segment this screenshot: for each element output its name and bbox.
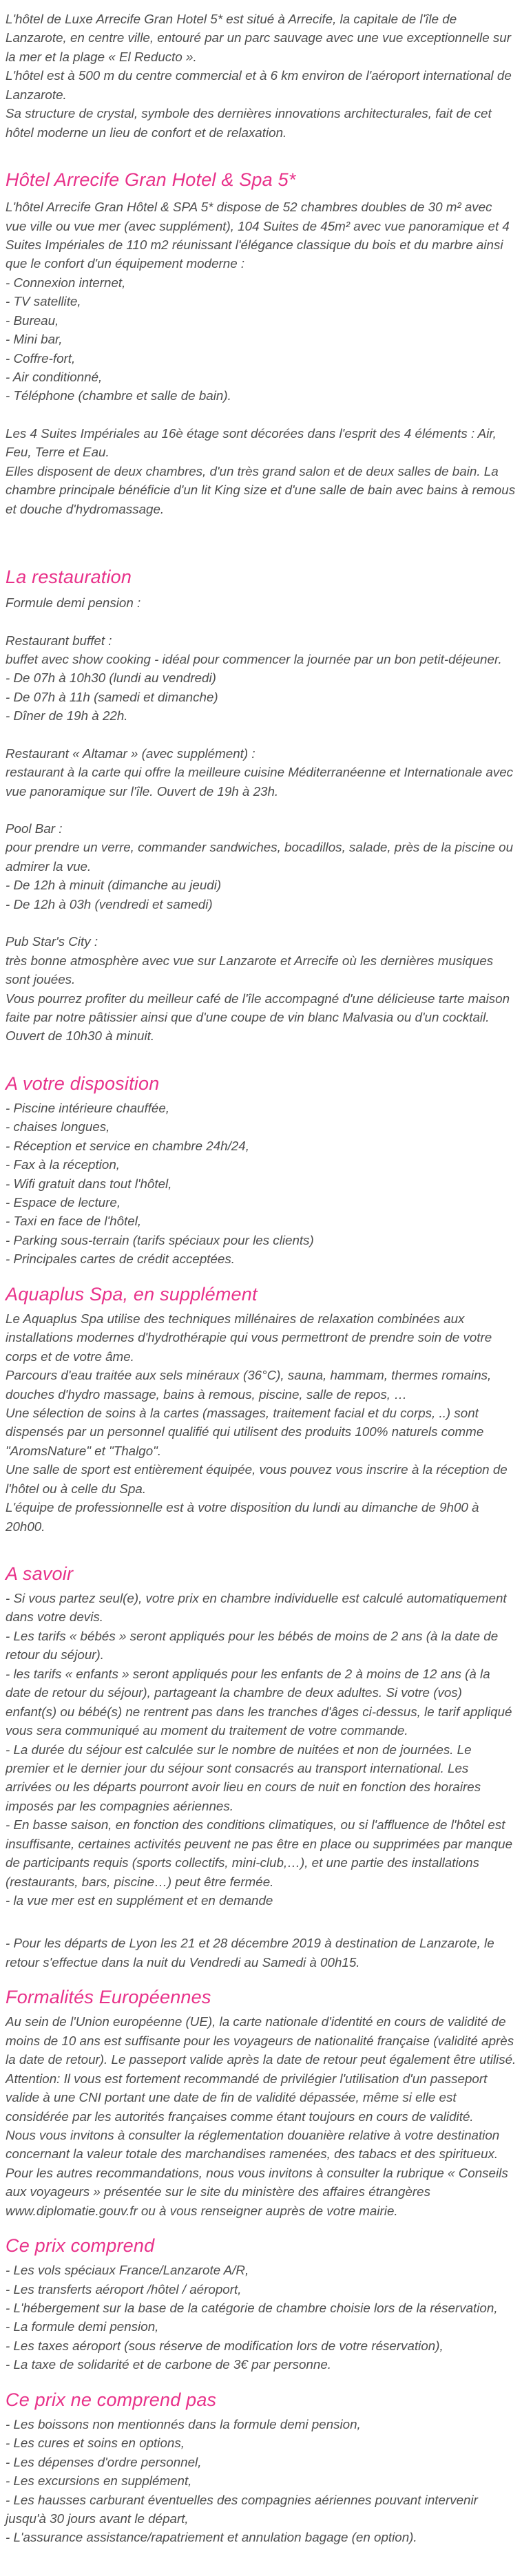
altamar-heading: Restaurant « Altamar » (avec supplément) :: [6, 746, 255, 761]
formalites-text: Nous vous invitons à consulter la réglementation douanière relative à votre destination concernant la valeur totale des marchandises ramenées, des tabacs et des spiritueux.: [6, 2127, 500, 2162]
restauration-section: [6, 593, 516, 1046]
pub-text: très bonne atmosphère avec vue sur Lanzarote et Arrecife où les dernières musiques sont jouées.: [6, 953, 494, 987]
comprend-section: [6, 2261, 516, 2374]
list-item: - TV satellite,: [6, 294, 81, 309]
list-item: - L'assurance assistance/rapatriement et annulation bagage (en option).: [6, 2530, 417, 2545]
list-item: - Wifi gratuit dans tout l'hôtel,: [6, 1176, 172, 1191]
list-item: - Les taxes aéroport (sous réserve de modification lors de votre réservation),: [6, 2338, 443, 2353]
savoir-section: [6, 1589, 516, 1972]
savoir-text: - les tarifs « enfants » seront appliqués pour les enfants de 2 à moins de 12 ans (à la date de retour du séjour), partageant la chambre de deux adultes. Si votre (vos) enfant(s) ou bébé(s) ne rentrent pas dans les tranches d'âges ci-dessus, le tarif appliqué vous sera communiqué au moment du traitement de votre commande.: [6, 1666, 512, 1738]
spa-text: Une sélection de soins à la cartes (massages, traitement facial et du corps, ..) sont dispensés par un personnel qualifié qui utilisent des produits 100% naturels comme "AromsNature" et "Thalgo".: [6, 1405, 484, 1458]
list-item: - Bureau,: [6, 313, 59, 328]
spa-text: Parcours d'eau traitée aux sels minéraux (36°C), sauna, hammam, thermes romains, douches d'hydro massage, bains à remous, piscine, salle de repos, …: [6, 1368, 492, 1402]
suites-text: Les 4 Suites Impériales au 16è étage sont décorées dans l'esprit des 4 éléments : Air, Feu, Terre et Eau.: [6, 425, 497, 460]
list-item: - Les hausses carburant éventuelles des compagnies aériennes pouvant intervenir jusqu'à 30 jours avant le départ,: [6, 2492, 478, 2526]
hotel-description: L'hôtel Arrecife Gran Hôtel & SPA 5* dispose de 52 chambres doubles de 30 m² avec vue ville ou vue mer (avec supplément), 104 Suites de 45m² avec vue panoramique et 4 Suites Impériales de 110 m2 réunissant l'élégance classique du bois et du marbre ainsi que le confort d'un équipement moderne :: [6, 200, 510, 271]
spa-text: Le Aquaplus Spa utilise des techniques millénaires de relaxation combinées aux installations modernes d'hydrothérapie qui vous permettront de prendre soin de votre corps et de votre âme.: [6, 1311, 492, 1364]
list-item: - Les vols spéciaux France/Lanzarote A/R,: [6, 2263, 249, 2278]
list-item: - Connexion internet,: [6, 275, 126, 290]
savoir-text: - Les tarifs « bébés » seront appliqués pour les bébés de moins de 2 ans (à la date de retour du séjour).: [6, 1628, 499, 1662]
list-item: - Taxi en face de l'hôtel,: [6, 1214, 142, 1229]
list-item: - De 12h à minuit (dimanche au jeudi): [6, 878, 222, 893]
list-item: - Piscine intérieure chauffée,: [6, 1100, 170, 1115]
list-item: - Fax à la réception,: [6, 1157, 120, 1172]
list-item: - Les excursions en supplément,: [6, 2473, 192, 2489]
buffet-text: buffet avec show cooking - idéal pour commencer la journée par un bon petit-déjeuner.: [6, 651, 502, 666]
list-item: - L'hébergement sur la base de la catégorie de chambre choisie lors de la réservation,: [6, 2301, 498, 2315]
list-item: - De 12h à 03h (vendredi et samedi): [6, 896, 213, 911]
list-item: - Les cures et soins en options,: [6, 2436, 185, 2451]
list-item: - Les transferts aéroport /hôtel / aéroport,: [6, 2281, 242, 2297]
pub-heading: Pub Star's City :: [6, 934, 98, 949]
formula-text: Formule demi pension :: [6, 595, 141, 611]
section-title-ne-comprend: Ce prix ne comprend pas: [6, 2389, 217, 2410]
list-item: - Coffre-fort,: [6, 350, 76, 366]
intro-text: L'hôtel est à 500 m du centre commercial et à 6 km environ de l'aéroport international de Lanzarote.: [6, 68, 512, 102]
intro-section: [6, 10, 516, 142]
section-title-formalites: Formalités Européennes: [6, 1987, 211, 2008]
suites-text: Elles disposent de deux chambres, d'un très grand salon et de deux salles de bain. La chambre principale bénéficie d'un lit King size et d'une salle de bain avec bains à remous et douche d'hydromassage.: [6, 463, 516, 516]
spa-text: L'équipe de professionnelle est à votre disposition du lundi au dimanche de 9h00 à 20h00.: [6, 1500, 479, 1534]
spa-section: [6, 1309, 516, 1536]
lyon-note: - Pour les départs de Lyon les 21 et 28 décembre 2019 à destination de Lanzarote, le retour s'effectue dans la nuit du Vendredi au Samedi à 00h15.: [6, 1936, 494, 1970]
list-item: - De 07h à 11h (samedi et dimanche): [6, 689, 218, 704]
list-item: - La formule demi pension,: [6, 2319, 159, 2334]
list-item: - Mini bar,: [6, 332, 63, 347]
list-item: - Téléphone (chambre et salle de bain).: [6, 388, 231, 403]
savoir-text: - la vue mer est en supplément et en demande: [6, 1893, 273, 1908]
list-item: - Dîner de 19h à 22h.: [6, 708, 128, 724]
list-item: - Les dépenses d'ordre personnel,: [6, 2454, 202, 2469]
list-item: - Principales cartes de crédit acceptées.: [6, 1252, 236, 1267]
buffet-heading: Restaurant buffet :: [6, 633, 112, 648]
list-item: - chaises longues,: [6, 1119, 110, 1134]
spa-text: Une salle de sport est entièrement équipée, vous pouvez vous inscrire à la réception de l'hôtel ou à celle du Spa.: [6, 1462, 508, 1496]
formalites-section: [6, 2012, 516, 2220]
list-item: - Les boissons non mentionnés dans la formule demi pension,: [6, 2416, 361, 2431]
pool-bar-text: pour prendre un verre, commander sandwiches, bocadillos, salade, près de la piscine ou admirer la vue.: [6, 840, 514, 874]
savoir-text: - La durée du séjour est calculée sur le nombre de nuitées et non de journées. Le premier et le dernier jour du séjour sont consacrés au transport international. Les arrivées ou les départs pourront avoir lieu en cours de nuit en fonction des horaires imposés par les compagnies aériennes.: [6, 1742, 481, 1813]
altamar-text: restaurant à la carte qui offre la meilleure cuisine Méditerranéenne et Internationale avec vue panoramique sur l'île. Ouvert de 19h à 23h.: [6, 765, 514, 799]
section-title-comprend: Ce prix comprend: [6, 2235, 155, 2257]
savoir-text: - En basse saison, en fonction des conditions climatiques, ou si l'affluence de l'hôtel est insuffisante, certaines activités peuvent ne pas être en place ou supprimées par manque de participants requis (sports collectifs, mini-club,…), et une partie des installations (restaurants, bars, piscine…) peut être fermée.: [6, 1817, 513, 1889]
section-title-savoir: A savoir: [6, 1563, 74, 1584]
disposition-section: [6, 1099, 516, 1269]
ne-comprend-section: [6, 2415, 516, 2547]
list-item: - La taxe de solidarité et de carbone de 3€ par personne.: [6, 2357, 331, 2372]
formalites-text: Attention: Il vous est fortement recommandé de privilégier l'utilisation d'un passeport valide à une CNI portant une date de fin de validité dépassée, même si elle est considérée par les autorités françaises comme étant toujours en cours de validité.: [6, 2071, 488, 2124]
formalites-text: Au sein de l'Union européenne (UE), la carte nationale d'identité en cours de validité de moins de 10 ans est suffisante pour les voyageurs de nationalité française (validité après la date de retour). Le passeport valide après la date de retour peut également être utilisé.: [6, 2014, 516, 2067]
list-item: - Parking sous-terrain (tarifs spéciaux pour les clients): [6, 1232, 314, 1247]
list-item: - Réception et service en chambre 24h/24,: [6, 1138, 249, 1153]
list-item: - Air conditionné,: [6, 370, 103, 384]
list-item: - Espace de lecture,: [6, 1195, 121, 1210]
intro-text: L'hôtel de Luxe Arrecife Gran Hotel 5* est situé à Arrecife, la capitale de l'île de Lanzarote, en centre ville, entouré par un parc sauvage avec une vue exceptionnelle sur la mer et la plage « El Reducto ».: [6, 12, 511, 64]
savoir-text: - Si vous partez seul(e), votre prix en chambre individuelle est calculé automatiquement dans votre devis.: [6, 1591, 507, 1625]
section-title-spa: Aquaplus Spa, en supplément: [6, 1283, 258, 1305]
hotel-section: [6, 198, 516, 518]
list-item: - De 07h à 10h30 (lundi au vendredi): [6, 671, 216, 686]
pool-bar-heading: Pool Bar :: [6, 821, 63, 836]
section-title-restauration: La restauration: [6, 567, 132, 588]
pub-text: Vous pourrez profiter du meilleur café de l'île accompagné d'une délicieuse tarte maison faite par notre pâtissier ainsi que d'une coupe de vin blanc Malvasia ou d'un cocktail. Ouvert de 10h30 à minuit.: [6, 991, 510, 1044]
intro-text: Sa structure de crystal, symbole des dernières innovations architecturales, fait de cet hôtel moderne un lieu de confort et de relaxation.: [6, 106, 492, 140]
section-title-disposition: A votre disposition: [6, 1073, 160, 1094]
formalites-text: Pour les autres recommandations, nous vous invitons à consulter la rubrique « Conseils aux voyageurs » présentée sur le site du ministère des affaires étrangères www.diplomatie.gouv.fr ou à vous renseigner auprès de votre mairie.: [6, 2165, 508, 2218]
section-title-hotel: Hôtel Arrecife Gran Hotel & Spa 5*: [6, 169, 296, 191]
